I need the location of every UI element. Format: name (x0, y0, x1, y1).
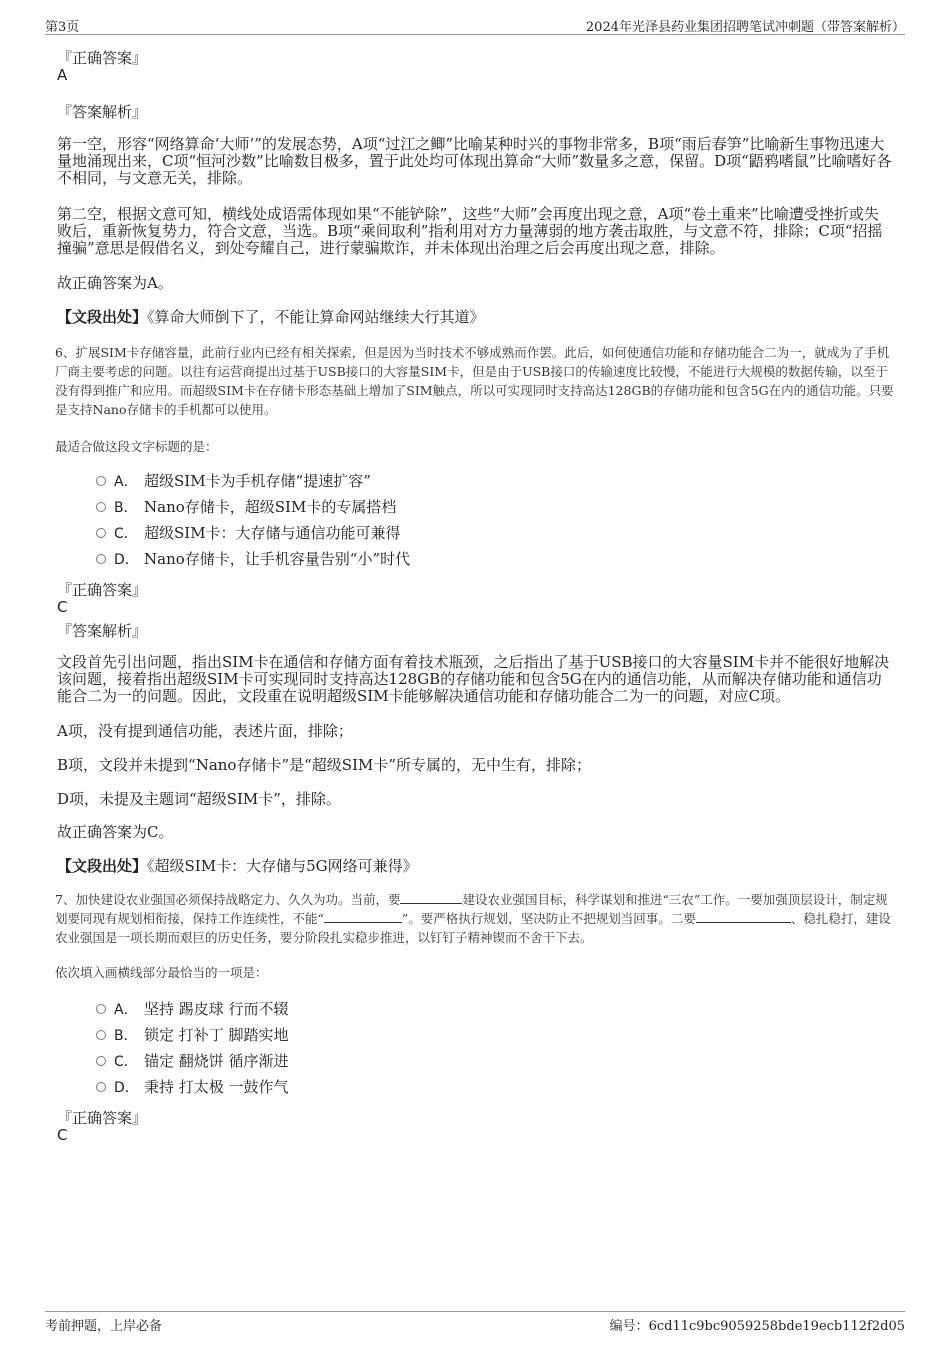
option-key: A． (114, 474, 138, 490)
analysis-conclusion: 故正确答案为A。 (57, 274, 173, 292)
analysis-conclusion: 故正确答案为C。 (57, 823, 174, 841)
stem-part: 建设农业强国目标，科学谋划和推进“三农”工作。一要加强顶层设计，制定规划要同现有规划相衔接，保持工作连续性，不能“ (55, 892, 888, 926)
answer-label: 『正确答案』 (57, 581, 148, 599)
analysis-label: 『答案解析』 (57, 622, 148, 640)
option-b[interactable] (96, 497, 396, 517)
option-key: A． (114, 1002, 138, 1018)
radio-button-icon[interactable] (96, 1056, 106, 1066)
stem-part: ”。要严格执行规划，坚决防止不把规划当回事。二要 (401, 911, 696, 926)
radio-button-icon[interactable] (96, 528, 106, 538)
blank-line (400, 891, 462, 904)
analysis-paragraph: 第二空，根据文意可知，横线处成语需体现如果“不能铲除”，这些“大师”会再度出现之意，A项“卷土重来”比喻遭受挫折或失败后，重新恢复势力，符合文意，当选。B项“乘间取利”指利用对方力量薄弱的地方袭击取胜，与文意不符，排除；C项“招摇撞骗”意思是假借名义，到处夸耀自己，进行蒙骗欺诈，并未体现出治理之后会再度出现之意，排除。 (57, 205, 883, 257)
option-key: C． (114, 1054, 138, 1070)
option-key: B． (114, 1028, 138, 1044)
page-number: 第3页 (45, 20, 80, 35)
page-footer (45, 1311, 905, 1334)
blank-line (324, 910, 402, 923)
analysis-note: B项，文段并未提到“Nano存储卡”是“超级SIM卡”所专属的，无中生有，排除； (57, 756, 592, 774)
option-b[interactable] (96, 1025, 289, 1045)
document-code (610, 1315, 905, 1334)
stem-part: 、稳扎稳打，建设农业强国是一项长期而艰巨的历史任务，要分阶段扎实稳步推进，以钉钉子精神锲而不舍干下去。 (55, 911, 891, 945)
option-text: Nano存储卡，让手机容量告别“小”时代 (144, 550, 411, 568)
answer-value: A (57, 66, 68, 84)
blank-line (696, 910, 791, 923)
option-key: D． (114, 552, 139, 568)
page-header (45, 14, 905, 35)
option-c[interactable] (96, 523, 401, 543)
option-text: 锁定 打补丁 脚踏实地 (144, 1026, 289, 1044)
option-key: D． (114, 1080, 139, 1096)
document-title: 2024年光泽县药业集团招聘笔试冲刺题（带答案解析） (585, 20, 905, 35)
analysis-label: 『答案解析』 (57, 103, 148, 121)
radio-button-icon[interactable] (96, 1004, 106, 1014)
option-text: 锚定 翻烧饼 循序渐进 (144, 1052, 289, 1070)
question-stem (55, 890, 895, 947)
source-citation (57, 309, 892, 326)
radio-button-icon[interactable] (96, 1082, 106, 1092)
radio-button-icon[interactable] (96, 554, 106, 564)
option-text: 坚持 踢皮球 行而不辍 (144, 1000, 289, 1018)
analysis-paragraph: 第一空，形容“网络算命‘大师’”的发展态势，A项“过江之鲫”比喻某种时兴的事物非常多，B项“雨后春笋”比喻新生事物迅速大量地涌现出来，C项“恒河沙数”比喻数目极多，置于此处均可体现出算命“大师”数量多之意，保留。D项“鼯鸦嗜鼠”比喻嗜好各不相同，与文意无关，排除。 (57, 135, 892, 187)
option-text: Nano存储卡，超级SIM卡的专属搭档 (144, 498, 397, 516)
answer-value: C (57, 598, 68, 616)
option-text: 超级SIM卡：大存储与通信功能可兼得 (144, 524, 401, 542)
option-text: 超级SIM卡为手机存储“提速扩容” (144, 472, 371, 490)
source-text: 《算命大师倒下了，不能让算命网站继续大行其道》 (147, 308, 485, 326)
option-c[interactable] (96, 1051, 289, 1071)
analysis-note: A项，没有提到通信功能，表述片面，排除； (57, 722, 353, 740)
answer-value: C (57, 1126, 68, 1144)
option-key: C． (114, 526, 138, 542)
code-value: 6cd11c9bc9059258bde19ecb112f2d05 (648, 1319, 905, 1334)
source-citation (57, 858, 892, 875)
radio-button-icon[interactable] (96, 1030, 106, 1040)
stem-part: 7、加快建设农业强国必须保持战略定力、久久为功。当前，要 (55, 892, 401, 907)
source-label: 【文段出处】 (57, 857, 148, 875)
option-d[interactable] (96, 1077, 289, 1097)
analysis-note: D项，未提及主题词“超级SIM卡”，排除。 (57, 790, 341, 808)
option-d[interactable] (96, 549, 410, 569)
option-a[interactable] (96, 471, 371, 491)
source-text: 《超级SIM卡：大存储与5G网络可兼得》 (147, 857, 418, 875)
answer-label: 『正确答案』 (57, 49, 148, 67)
option-key: B． (114, 500, 138, 516)
question-prompt: 依次填入画横线部分最恰当的一项是： (55, 965, 268, 980)
analysis-paragraph: 文段首先引出问题，指出SIM卡在通信和存储方面有着技术瓶颈，之后指出了基于USB接口的大容量SIM卡并不能很好地解决该问题，接着指出超级SIM卡可实现同时支持高达128GB的存储功能和包含5G在内的通信功能，从而解决存储功能和通信功能合二为一的问题。因此，文段重在说明超级SIM卡能够解决通信功能和存储功能合二为一的问题，对应C项。 (57, 653, 890, 705)
option-text: 秉持 打太极 一鼓作气 (144, 1078, 289, 1096)
option-a[interactable] (96, 999, 289, 1019)
radio-button-icon[interactable] (96, 502, 106, 512)
question-stem: 6、扩展SIM卡存储容量，此前行业内已经有相关探索，但是因为当时技术不够成熟而作罢。此后，如何使通信功能和存储功能合二为一，就成为了手机厂商主要考虑的问题。以往有运营商提出过基于USB接口的大容量SIM卡，但是由于USB接口的传输速度比较慢，不能进行大规模的数据传输，以至于没有得到推广和应用。而超级SIM卡在存储卡形态基础上增加了SIM触点，所以可实现同时支持高达128GB的存储功能和包含5G在内的通信功能。只要是支持Nano存储卡的手机都可以使用。 (55, 345, 894, 417)
radio-button-icon[interactable] (96, 476, 106, 486)
source-label: 【文段出处】 (57, 308, 148, 326)
question-prompt: 最适合做这段文字标题的是： (55, 439, 218, 454)
answer-label: 『正确答案』 (57, 1109, 148, 1127)
footer-slogan: 考前押题，上岸必备 (45, 1319, 163, 1334)
code-label: 编号： (609, 1319, 649, 1334)
